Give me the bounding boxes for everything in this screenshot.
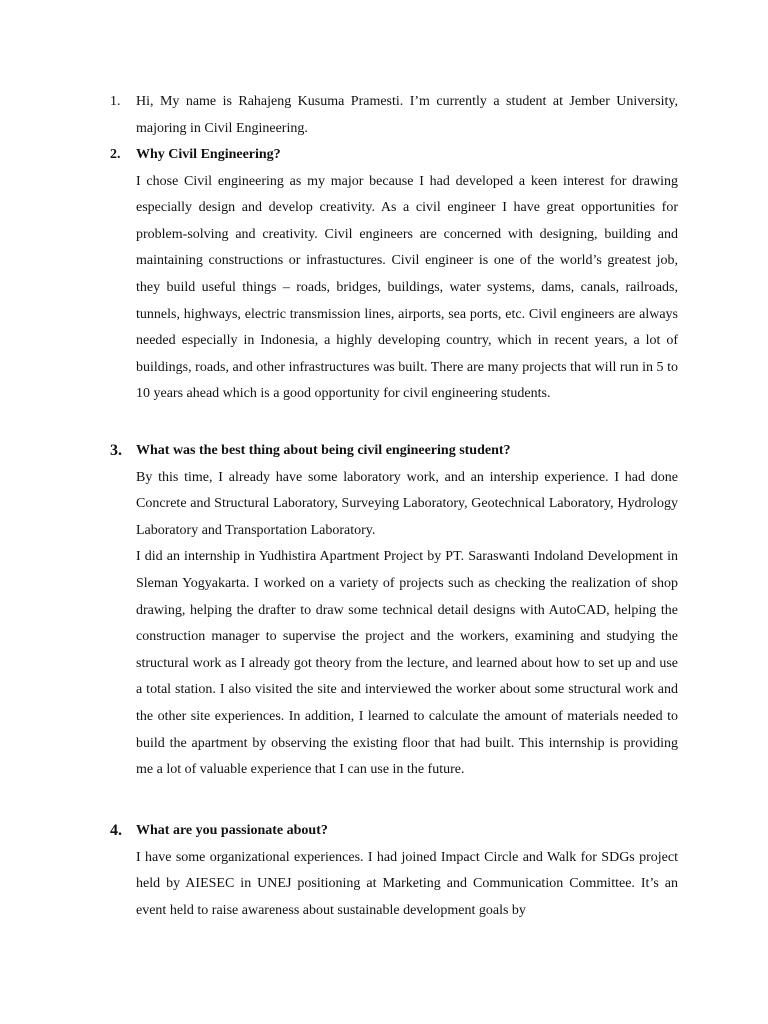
section-4-number: 4. <box>110 822 122 839</box>
section-1-paragraph-1: Hi, My name is Rahajeng Kusuma Pramesti. I’m currently a student at Jember University, majoring in Civil Engineering. <box>136 94 678 136</box>
section-3-heading: What was the best thing about being civil engineering student? <box>136 443 511 458</box>
section-3-number: 3. <box>110 442 122 459</box>
section-2-heading: Why Civil Engineering? <box>136 147 281 162</box>
section-1 <box>110 89 678 142</box>
section-4 <box>110 818 678 924</box>
section-2 <box>110 142 678 408</box>
section-1-number: 1. <box>110 94 121 109</box>
section-3-paragraph-2: I did an internship in Yudhistira Apartment Project by PT. Saraswanti Indoland Development in Sleman Yogyakarta. I worked on a variety of projects such as checking the realization of shop drawing, helping the drafter to draw some technical detail designs with AutoCAD, helping the construction manager to supervise the project and the workers, examining and studying the structural work as I already got theory from the lecture, and learned about how to set up and use a total station. I also visited the site and interviewed the worker about some structural work and the other site experiences. In addition, I learned to calculate the amount of materials needed to build the apartment by observing the existing floor that had built. This internship is providing me a lot of valuable experience that I can use in the future. <box>136 549 678 778</box>
section-4-paragraph-1: I have some organizational experiences. I had joined Impact Circle and Walk for SDGs project held by AIESEC in UNEJ positioning at Marketing and Communication Committee. It’s an event held to raise awareness about sustainable development goals by <box>136 849 678 918</box>
section-2-paragraph-1: I chose Civil engineering as my major because I had developed a keen interest for drawing especially design and develop creativity. As a civil engineer I have great opportunities for problem-solving and creativity. Civil engineers are concerned with designing, building and maintaining constructions or infrastuctures. Civil engineer is one of the world’s greatest job, they build useful things – roads, bridges, buildings, water systems, dams, canals, railroads, tunnels, highways, electric transmission lines, airports, sea ports, etc. Civil engineers are always needed especially in Indonesia, a highly developing country, which in recent years, a lot of buildings, roads, and other infrastructures was built. There are many projects that will run in 5 to 10 years ahead which is a good opportunity for civil engineering students. <box>136 173 678 402</box>
section-4-heading: What are you passionate about? <box>136 823 328 838</box>
section-2-number: 2. <box>110 147 121 162</box>
section-3 <box>110 438 678 784</box>
section-3-paragraph-1: By this time, I already have some laboratory work, and an intership experience. I had done Concrete and Structural Laboratory, Surveying Laboratory, Geotechnical Laboratory, Hydrology Laboratory and Transportation Laboratory. <box>136 469 678 538</box>
